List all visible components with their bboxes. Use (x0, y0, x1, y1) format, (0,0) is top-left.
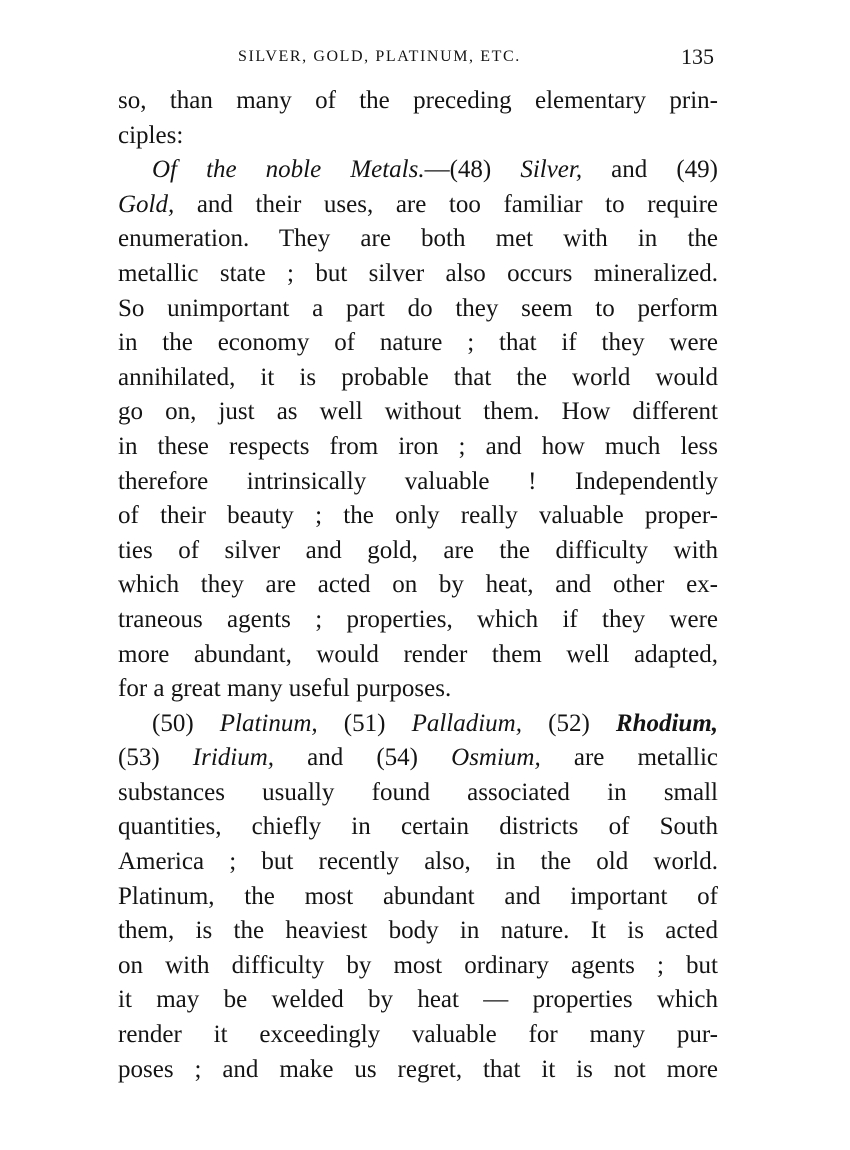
text-line: enumeration. They are both met with in the (118, 225, 718, 253)
paragraph-noble-metals-start (118, 153, 718, 188)
text-line: it may be welded by heat — properties which (118, 986, 718, 1014)
text-segment: Of the noble Metals. (152, 156, 425, 184)
text-line: America ; but recently also, in the old world. (118, 848, 718, 876)
text-line (118, 188, 718, 223)
text-segment: and (49) (582, 156, 718, 184)
text-line (118, 741, 718, 776)
text-segment: (51) (317, 709, 412, 737)
text-line: metallic state ; but silver also occurs mineralized. (118, 259, 718, 287)
text-line: poses ; and make us regret, that it is not more (118, 1055, 718, 1083)
text-segment: —(48) (424, 156, 521, 184)
running-head (118, 40, 718, 80)
text-line: ties of silver and gold, are the difficulty with (118, 536, 718, 564)
text-line: quantities, chiefly in certain districts of South (118, 813, 718, 841)
text-segment: Palladium, (411, 709, 522, 737)
paragraph-platinum-start (118, 707, 718, 742)
text-segment: are metallic (540, 744, 719, 772)
text-line: for a great many useful purposes. (118, 675, 452, 703)
text-segment: and (54) (274, 744, 452, 772)
text-line: in these respects from iron ; and how much less (118, 432, 718, 460)
text-segment: Silver, (520, 156, 583, 184)
book-page (118, 40, 718, 1087)
text-line: render it exceedingly valuable for many pur- (118, 1021, 718, 1049)
text-segment: Gold, (118, 190, 175, 218)
text-line: go on, just as well without them. How different (118, 398, 718, 426)
text-segment: (52) (522, 709, 616, 737)
text-line: more abundant, would render them well adapted, (118, 640, 718, 668)
text-segment: Platinum, (219, 709, 318, 737)
text-line: ciples: (118, 121, 184, 149)
text-line: Platinum, the most abundant and important of (118, 882, 718, 910)
text-line: therefore intrinsically valuable ! Independently (118, 467, 718, 495)
text-line: them, is the heaviest body in nature. It is acted (118, 917, 718, 945)
page-number: 135 (681, 44, 714, 69)
running-title: SILVER, GOLD, PLATINUM, ETC. (238, 48, 521, 65)
text-line: which they are acted on by heat, and other ex- (118, 571, 718, 599)
text-line: of their beauty ; the only really valuable proper- (118, 502, 718, 530)
text-segment: and their uses, are too familiar to require (174, 190, 718, 218)
text-segment: Osmium, (451, 744, 541, 772)
text-line: in the economy of nature ; that if they were (118, 329, 718, 357)
text-line: So unimportant a part do they seem to perform (118, 294, 718, 322)
text-segment: Rhodium, (615, 709, 719, 737)
body-text (118, 84, 718, 1087)
text-segment: (53) (118, 744, 193, 772)
text-segment: Iridium, (192, 744, 275, 772)
text-line: traneous agents ; properties, which if they were (118, 605, 718, 633)
text-line: annihilated, it is probable that the world would (118, 363, 718, 391)
text-line: substances usually found associated in small (118, 778, 718, 806)
text-segment: (50) (152, 709, 220, 737)
text-line: so, than many of the preceding elementary prin- (118, 87, 718, 114)
text-line: on with difficulty by most ordinary agents ; but (118, 951, 718, 979)
